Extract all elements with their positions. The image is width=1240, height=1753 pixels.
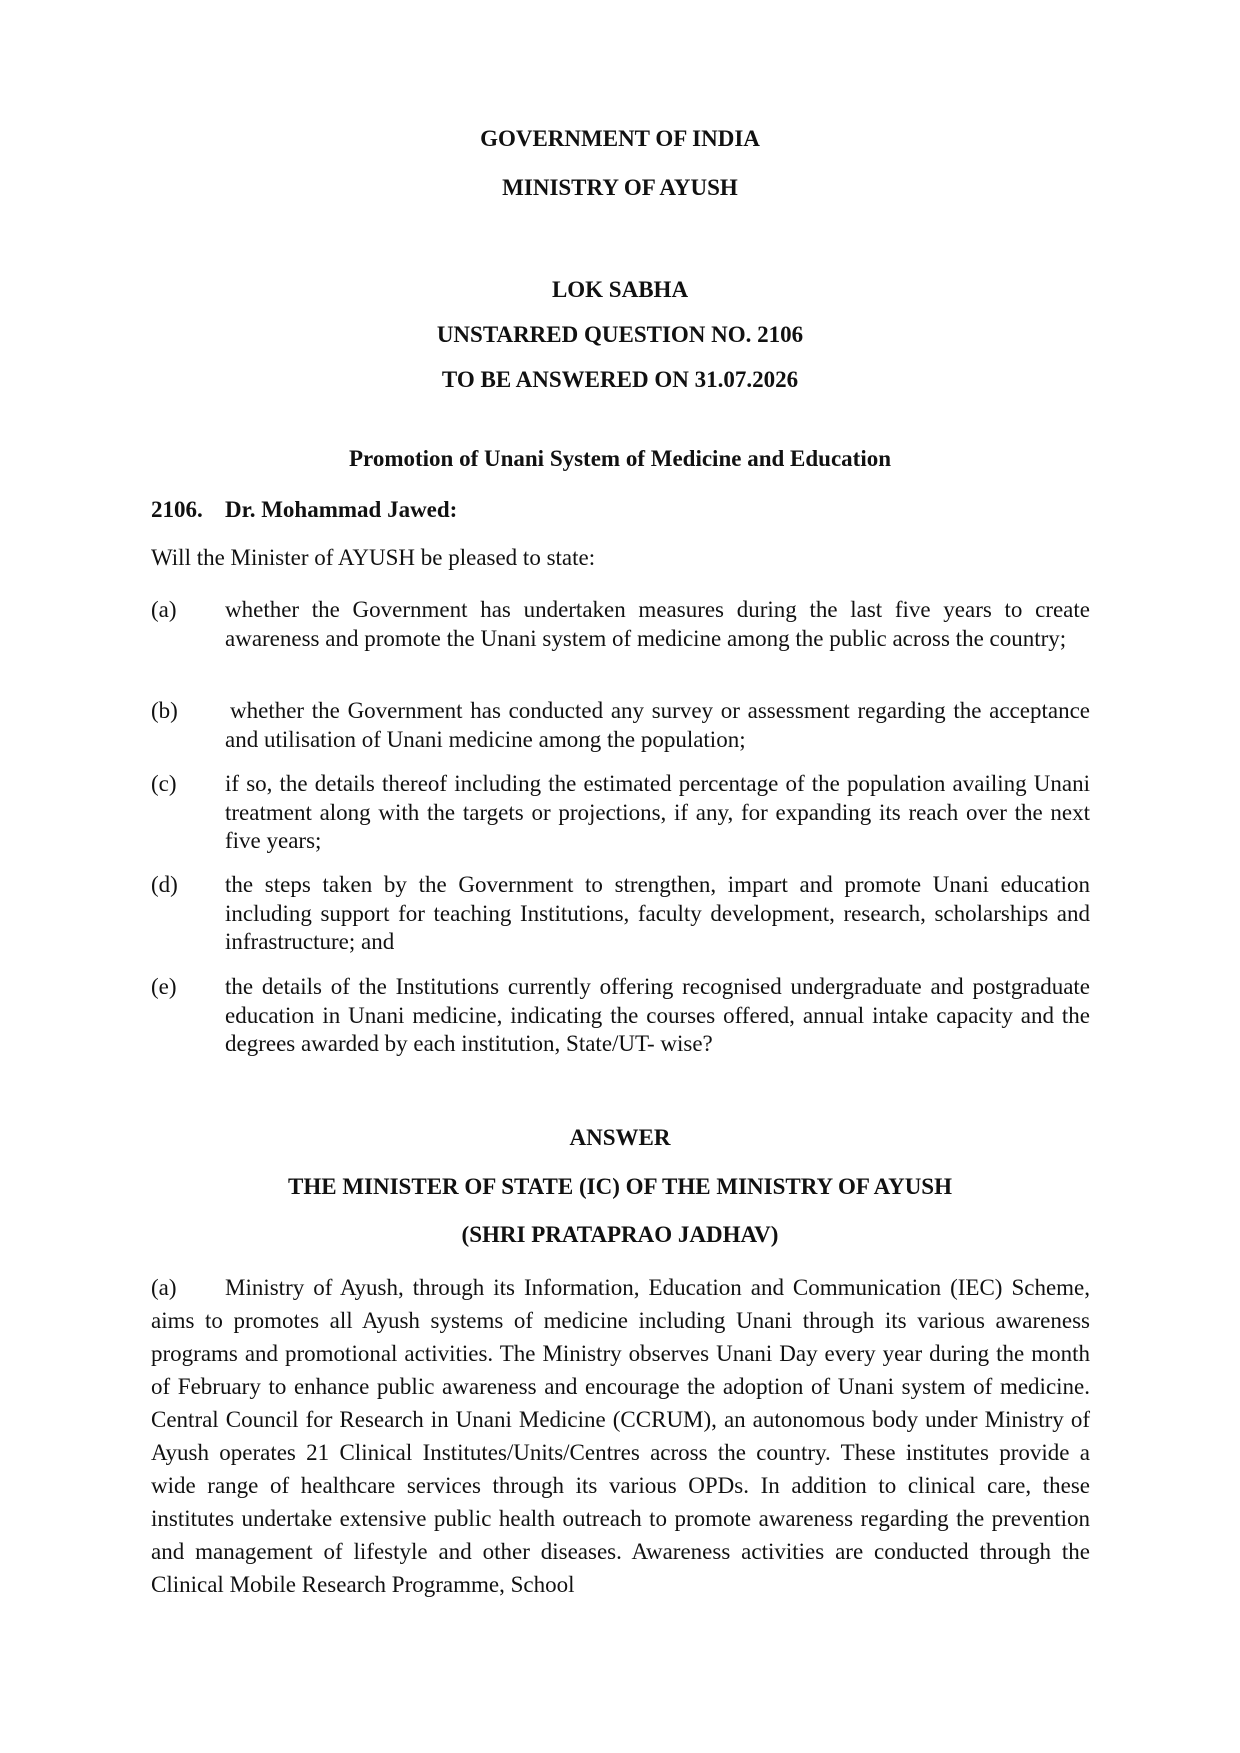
house-heading: LOK SABHA <box>551 277 689 302</box>
minister-name: (SHRI PRATAPRAO JADHAV) <box>461 1222 779 1247</box>
question-intro: Will the Minister of AYUSH be pleased to state: <box>151 545 596 570</box>
question-part-label: (a) <box>151 597 177 622</box>
question-part-text: whether the Government has conducted any survey or assessment regarding the acceptance and utilisation of Unani medicine among the population; <box>225 698 1090 752</box>
answer-date-heading: TO BE ANSWERED ON 31.07.2026 <box>441 367 799 392</box>
question-part-text: whether the Government has undertaken measures during the last five years to create awareness and promote the Unani system of medicine among the public across the country; <box>225 597 1090 651</box>
question-number: 2106. <box>151 497 203 522</box>
member-name: Dr. Mohammad Jawed: <box>225 497 458 522</box>
question-part-label: (d) <box>151 872 178 897</box>
question-number-heading: UNSTARRED QUESTION NO. 2106 <box>436 322 804 347</box>
question-part-text: if so, the details thereof including the estimated percentage of the population availing Unani treatment along with the targets or projections, if any, for expanding its reach over the next five years; <box>225 771 1090 853</box>
question-part-label: (b) <box>151 698 178 723</box>
question-part-text: the details of the Institutions currently offering recognised undergraduate and postgraduate education in Unani medicine, indicating the courses offered, annual intake capacity and the degrees awarded by each institution, State/UT- wise? <box>225 974 1090 1056</box>
question-part-text: the steps taken by the Government to strengthen, impart and promote Unani education including support for teaching Institutions, faculty development, research, scholarships and infrastructure; and <box>225 872 1090 954</box>
answer-part-text: Ministry of Ayush, through its Information, Education and Communication (IEC) Scheme, aims to promotes all Ayush systems of medicine including Unani through its various awareness programs and promotional activities. The Ministry observes Unani Day every year during the month of February to enhance public awareness and encourage the adoption of Unani system of medicine. Central Council for Research in Unani Medicine (CCRUM), an autonomous body under Ministry of Ayush operates 21 Clinical Institutes/Units/Centres across the country. These institutes provide a wide range of healthcare services through its various OPDs. In addition to clinical care, these institutes undertake extensive public health outreach to promote awareness regarding the prevention and management of lifestyle and other diseases. Awareness activities are conducted through the Clinical Mobile Research Programme, School <box>151 1275 1090 1597</box>
ministry-heading: MINISTRY OF AYUSH <box>502 175 738 200</box>
answer-part-label: (a) <box>151 1275 177 1300</box>
answer-heading: ANSWER <box>569 1125 671 1150</box>
answer-paragraph <box>151 1271 1090 1601</box>
question-part-label: (e) <box>151 974 177 999</box>
minister-title: THE MINISTER OF STATE (IC) OF THE MINISTRY OF AYUSH <box>288 1174 952 1199</box>
question-part-label: (c) <box>151 771 177 796</box>
subject-heading: Promotion of Unani System of Medicine and Education <box>348 446 892 471</box>
government-heading: GOVERNMENT OF INDIA <box>480 126 760 151</box>
